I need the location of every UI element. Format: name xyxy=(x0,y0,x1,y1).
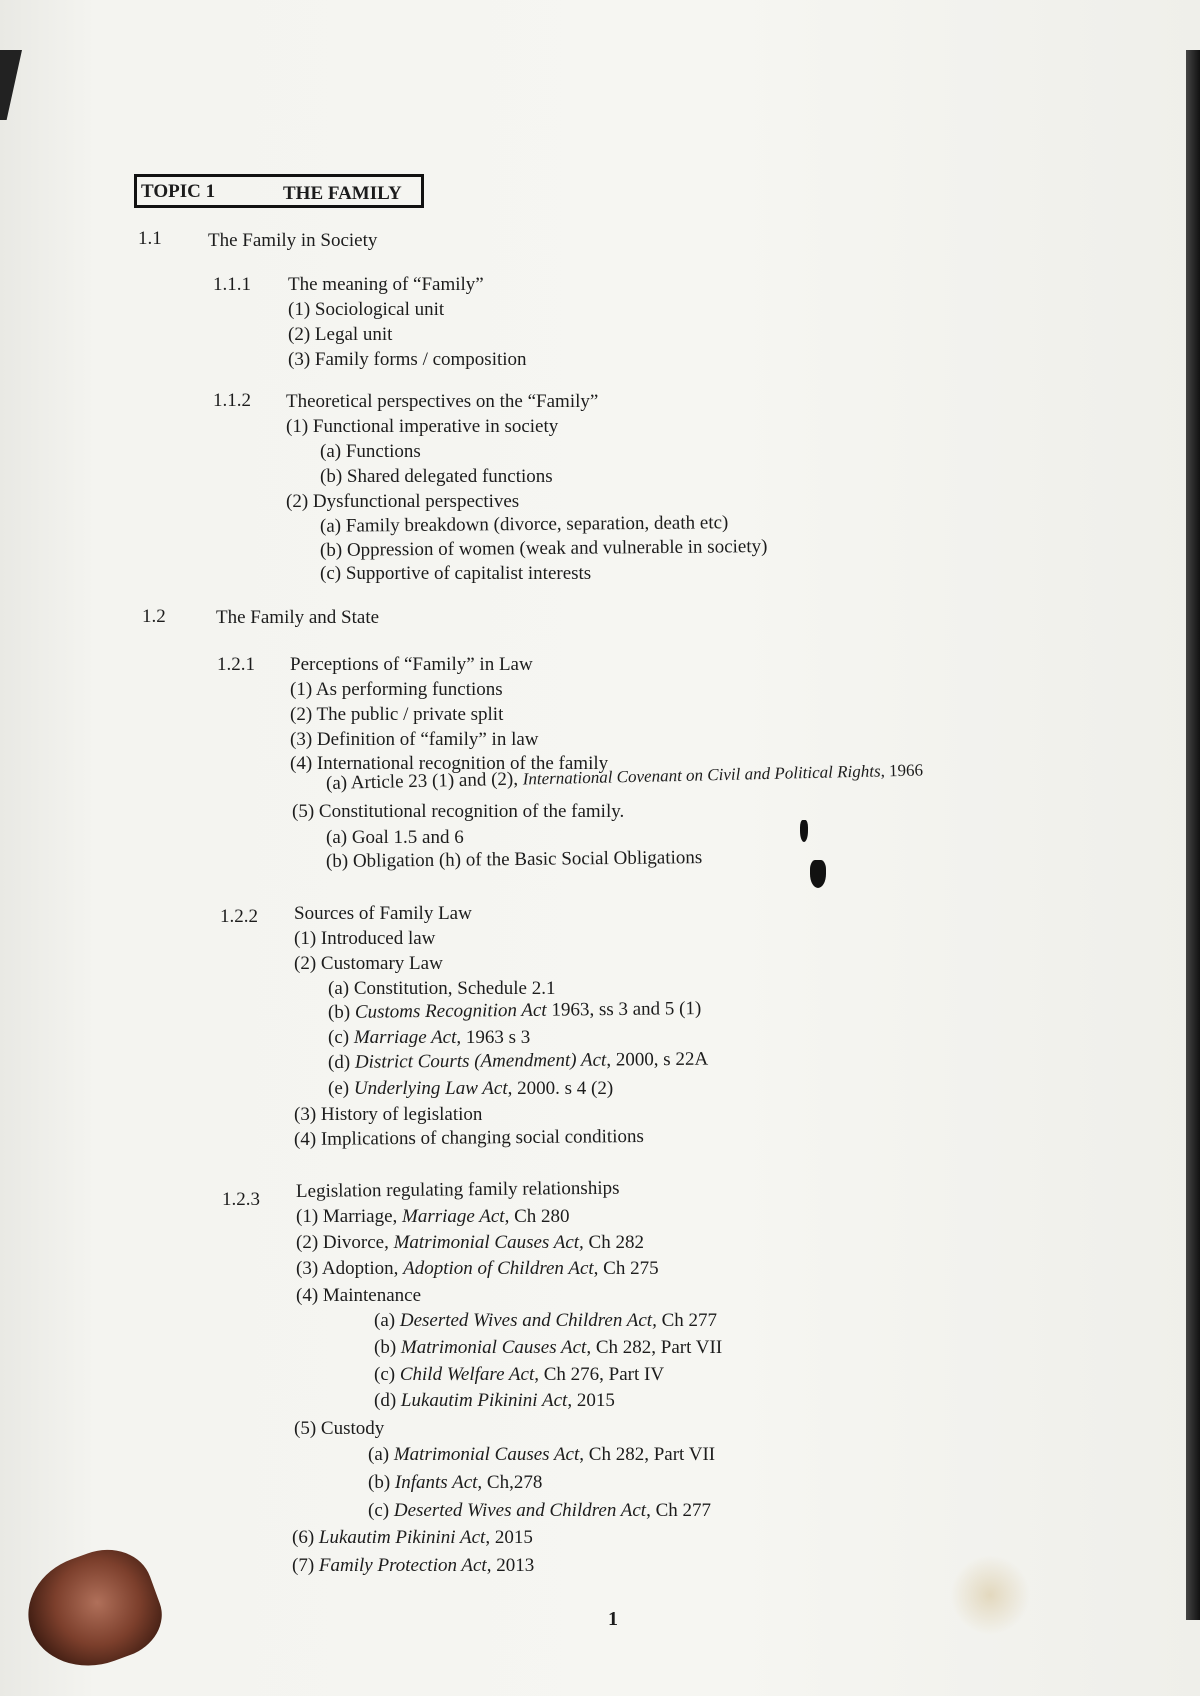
list-item: (5) Custody xyxy=(294,1418,385,1439)
list-item: (1) Functional imperative in society xyxy=(286,416,559,437)
list-subitem xyxy=(374,1390,615,1412)
act-title: Customs Recognition Act xyxy=(354,999,547,1023)
item-suffix: , 2015 xyxy=(485,1527,533,1548)
list-item xyxy=(296,1232,644,1254)
act-title: Child Welfare Act xyxy=(399,1364,535,1385)
item-suffix: , 1966 xyxy=(880,760,924,781)
act-title: Deserted Wives and Children Act, xyxy=(399,1310,657,1331)
page-edge-shadow-left xyxy=(0,50,22,120)
item-suffix: , 1963 s 3 xyxy=(456,1027,531,1048)
act-title: Matrimonial Causes Act xyxy=(393,1444,580,1465)
list-subitem: (a) Family breakdown (divorce, separation, death etc) xyxy=(319,512,729,537)
list-item xyxy=(292,1527,533,1549)
item-suffix: , 2015 xyxy=(567,1390,615,1411)
item-suffix: Ch 277 xyxy=(656,1310,718,1331)
subsection-title: The meaning of “Family” xyxy=(288,274,484,295)
list-item xyxy=(296,1206,570,1228)
subsection-number: 1.1.1 xyxy=(213,274,251,295)
act-title: Infants Act xyxy=(394,1472,478,1493)
paper-smudge xyxy=(950,1555,1030,1635)
list-item: (2) Legal unit xyxy=(288,324,393,345)
subsection-number: 1.1.2 xyxy=(213,390,251,411)
subsection-title: Perceptions of “Family” in Law xyxy=(290,654,533,675)
act-title: Marriage Act xyxy=(353,1027,457,1048)
act-title: Adoption of Children Act xyxy=(403,1258,594,1279)
item-prefix: (d) xyxy=(374,1390,401,1411)
list-item: (3) History of legislation xyxy=(294,1104,483,1125)
item-suffix: , Ch 275 xyxy=(593,1258,659,1279)
item-prefix: (1) Marriage, xyxy=(296,1206,403,1227)
item-suffix: , Ch 282, Part VII xyxy=(586,1337,723,1358)
list-subitem xyxy=(328,1049,708,1074)
section-title: The Family and State xyxy=(216,607,380,628)
list-item: (1) As performing functions xyxy=(290,679,503,700)
item-prefix: (3) Adoption, xyxy=(296,1258,404,1279)
item-suffix: , 2013 xyxy=(486,1555,535,1576)
act-title: Marriage Act xyxy=(402,1206,505,1227)
item-prefix: (d) xyxy=(327,1051,355,1073)
list-item: (4) Maintenance xyxy=(296,1285,422,1306)
section-title: The Family in Society xyxy=(208,230,378,251)
list-item: (2) The public / private split xyxy=(290,704,504,725)
act-title: Underlying Law Act xyxy=(353,1078,508,1099)
page-number: 1 xyxy=(608,1608,618,1630)
item-prefix: (e) xyxy=(328,1078,354,1099)
item-suffix: , 2000, s 22A xyxy=(606,1048,709,1071)
list-subitem: (b) Oppression of women (weak and vulnerable in society) xyxy=(319,536,768,561)
list-subitem xyxy=(368,1500,711,1522)
topic-title: THE FAMILY xyxy=(283,183,402,204)
list-subitem xyxy=(374,1310,717,1332)
item-prefix: (b) xyxy=(374,1337,401,1358)
section-number: 1.1 xyxy=(138,228,162,249)
item-suffix: , Ch 280 xyxy=(504,1206,570,1227)
list-subitem: (b) Shared delegated functions xyxy=(320,466,553,487)
list-subitem xyxy=(368,1444,715,1466)
act-title: Matrimonial Causes Act xyxy=(400,1337,587,1358)
list-item: (3) Family forms / composition xyxy=(288,349,527,370)
item-suffix: , Ch,278 xyxy=(477,1472,543,1493)
item-suffix: , Ch 277 xyxy=(646,1500,712,1521)
section-number: 1.2 xyxy=(142,606,166,627)
list-item: (1) Introduced law xyxy=(294,928,436,949)
act-title: International Covenant on Civil and Political Rights xyxy=(522,761,881,789)
act-title: District Courts (Amendment) Act xyxy=(354,1049,607,1073)
act-title: Matrimonial Causes Act, xyxy=(393,1232,584,1253)
list-subitem: (a) Functions xyxy=(320,441,421,462)
list-subitem xyxy=(368,1472,542,1494)
item-prefix: (c) xyxy=(368,1500,394,1521)
list-subitem: (a) Constitution, Schedule 2.1 xyxy=(328,978,556,999)
item-suffix: 1963, ss 3 and 5 (1) xyxy=(546,998,702,1021)
act-title: Lukautim Pikinini Act xyxy=(318,1527,486,1548)
item-suffix: Ch 282 xyxy=(583,1232,644,1253)
item-suffix: , 2000. s 4 (2) xyxy=(507,1078,614,1099)
item-prefix: (c) xyxy=(328,1027,354,1048)
subsection-number: 1.2.1 xyxy=(217,654,255,675)
ink-mark xyxy=(800,820,808,842)
topic-header xyxy=(134,174,424,208)
ink-mark xyxy=(810,860,826,888)
item-prefix: (2) Divorce, xyxy=(296,1232,394,1253)
item-prefix: (c) xyxy=(374,1364,400,1385)
item-prefix: (7) xyxy=(292,1555,319,1576)
item-prefix: (a) xyxy=(368,1444,394,1465)
subsection-number: 1.2.3 xyxy=(222,1189,260,1210)
item-prefix: (a) xyxy=(374,1310,400,1331)
list-subitem xyxy=(374,1337,722,1359)
item-suffix: , Ch 276, Part IV xyxy=(534,1364,665,1385)
list-subitem: (a) Goal 1.5 and 6 xyxy=(326,827,464,848)
list-item: (5) Constitutional recognition of the family. xyxy=(292,801,625,822)
act-title: Family Protection Act xyxy=(318,1555,487,1576)
item-prefix: (b) xyxy=(327,1001,356,1023)
list-subitem: (c) Supportive of capitalist interests xyxy=(320,563,592,584)
list-subitem xyxy=(328,998,702,1024)
list-item: (4) Implications of changing social conditions xyxy=(293,1125,644,1150)
item-prefix: (b) xyxy=(368,1472,395,1493)
subsection-number: 1.2.2 xyxy=(220,906,258,927)
list-item: (4) International recognition of the family xyxy=(290,753,609,774)
item-prefix: (6) xyxy=(292,1527,319,1548)
thumb-in-photo xyxy=(13,1536,173,1684)
subsection-title: Legislation regulating family relationships xyxy=(295,1177,620,1202)
subsection-title: Theoretical perspectives on the “Family” xyxy=(286,391,599,412)
subsection-title: Sources of Family Law xyxy=(294,903,472,924)
list-subitem xyxy=(374,1364,664,1386)
list-item: (1) Sociological unit xyxy=(288,299,445,320)
list-subitem xyxy=(328,1027,530,1049)
item-suffix: , Ch 282, Part VII xyxy=(579,1444,716,1465)
topic-label: TOPIC 1 xyxy=(141,181,216,202)
list-item xyxy=(296,1258,659,1280)
list-item: (3) Definition of “family” in law xyxy=(290,729,539,750)
item-prefix: (a) Article 23 (1) and (2), xyxy=(325,768,523,794)
list-item: (2) Dysfunctional perspectives xyxy=(286,491,520,512)
list-subitem: (b) Obligation (h) of the Basic Social Obligations xyxy=(325,847,703,872)
list-subitem xyxy=(328,1078,613,1100)
act-title: Deserted Wives and Children Act xyxy=(393,1500,647,1521)
act-title: Lukautim Pikinini Act xyxy=(400,1390,568,1411)
page-edge-shadow-right xyxy=(1186,50,1200,1620)
list-item: (2) Customary Law xyxy=(294,953,443,974)
list-item xyxy=(292,1555,534,1577)
